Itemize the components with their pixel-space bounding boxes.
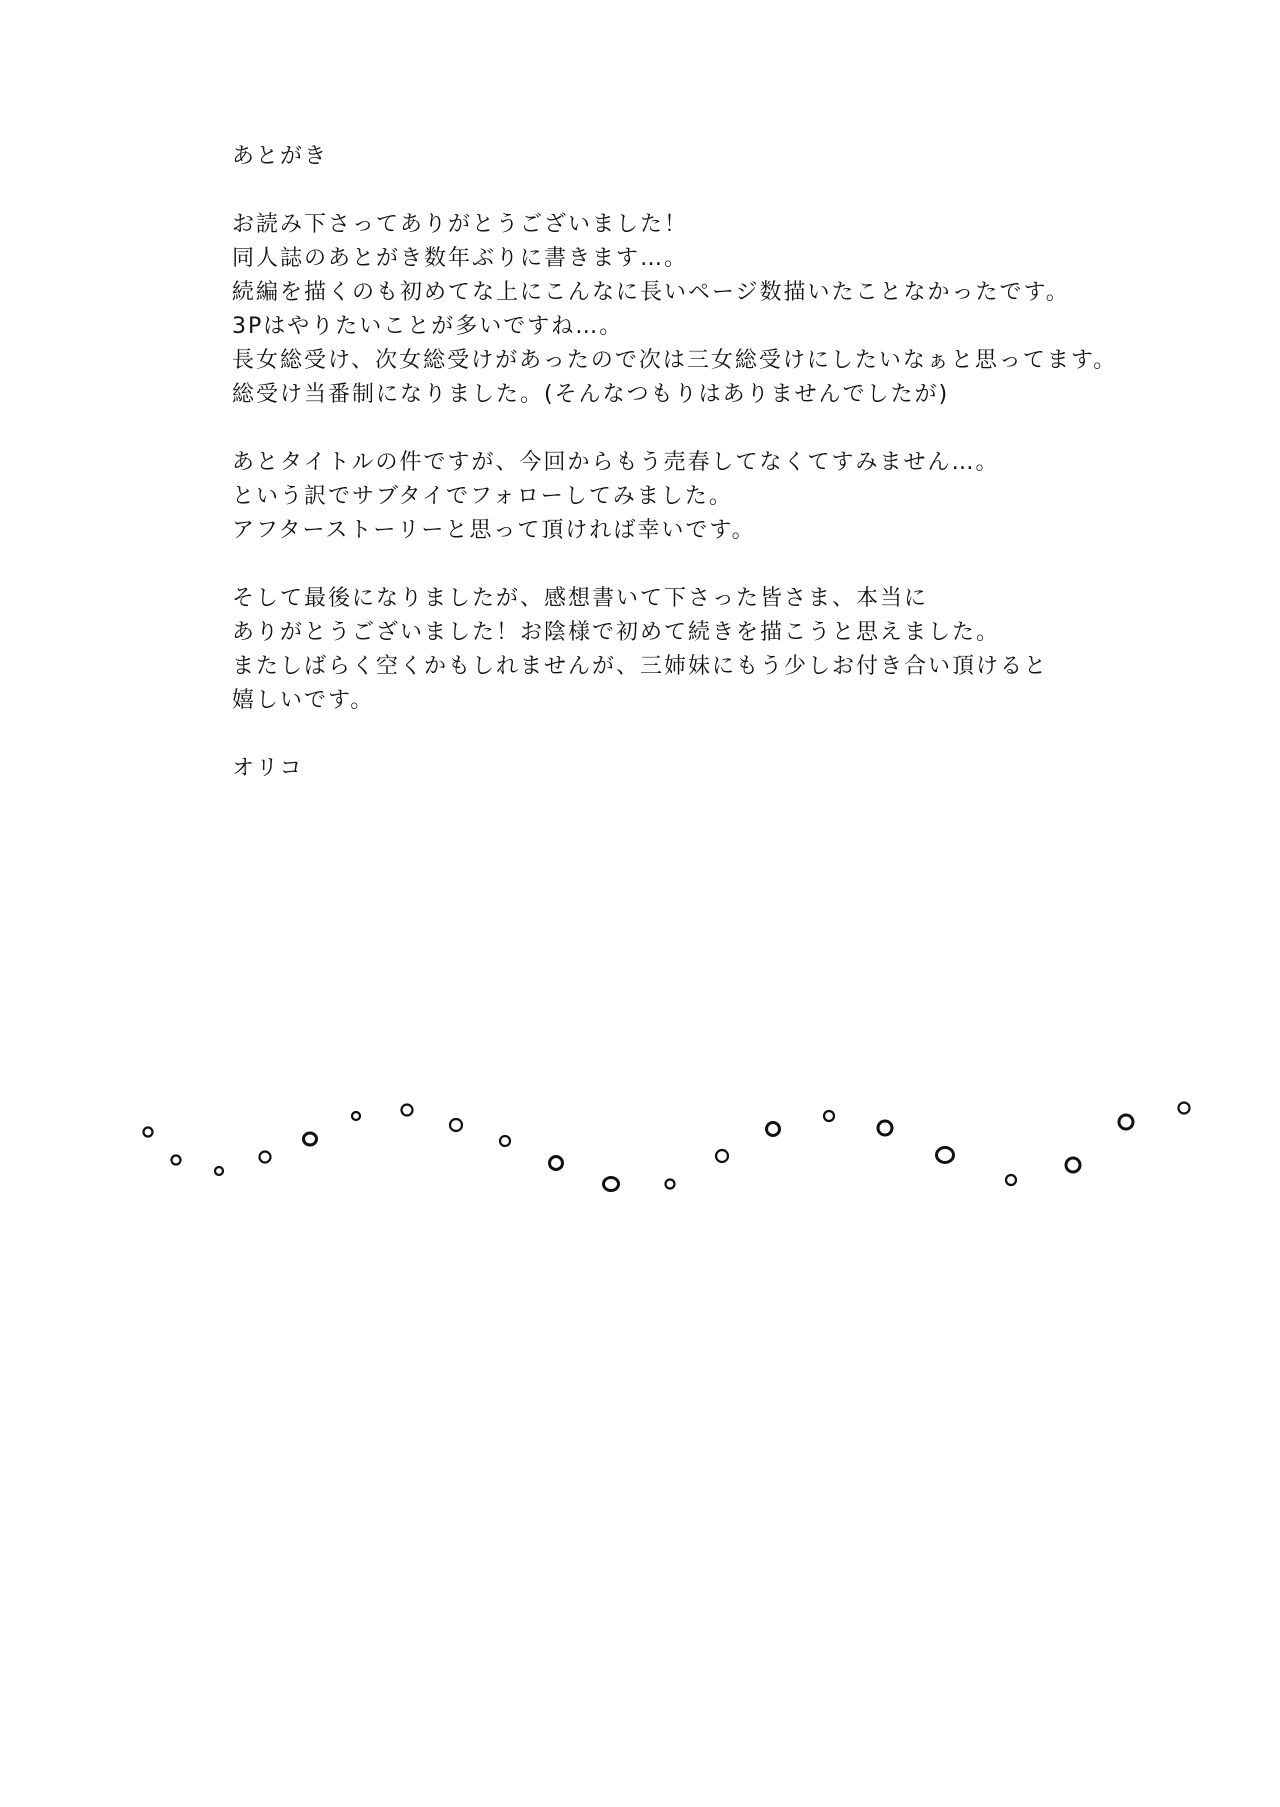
bubble [144,1128,153,1137]
bubble [1006,1175,1016,1185]
text-line: あとタイトルの件ですが、今回からもう売春してなくてすみません…。 [232,450,1000,475]
bubble [402,1105,413,1116]
bubble [260,1152,271,1163]
bubble [1066,1158,1080,1172]
bubble [824,1111,834,1121]
paragraph-thanks [232,208,1192,412]
text-line: お読み下さってありがとうございました！ [232,212,689,237]
bubble [767,1123,780,1136]
bubble [500,1136,510,1146]
bubble [550,1157,563,1170]
paragraph-title-note [232,446,1192,548]
text-line: ありがとうございました！お陰様で初めて続きを描こうと思えました。 [232,620,1001,645]
bubble [666,1180,675,1189]
afterword-text [232,140,1192,786]
text-line: アフターストーリーと思って頂ければ幸いです。 [232,518,756,543]
text-line: 嬉しいです。 [232,688,375,713]
text-line: そして最後になりましたが、感想書いて下さった皆さま、本当に [232,586,929,611]
afterword-title: あとがき [232,144,329,169]
bubble [1119,1115,1133,1129]
text-line: 3Pはやりたいことが多いですね…。 [232,314,624,339]
signature: オリコ [232,756,304,781]
bubble [1179,1103,1190,1114]
bubble [215,1167,223,1175]
paragraph-closing [232,582,1192,718]
text-line: 同人誌のあとがき数年ぶりに書きます…。 [232,246,689,271]
bubble [172,1156,181,1165]
bubble [352,1112,360,1120]
bubble [304,1133,317,1145]
bubble [937,1148,954,1163]
bubble [450,1119,462,1131]
bubble [604,1178,619,1191]
text-line: 長女総受け、次女総受けがあったので次は三女総受けにしたいなぁと思ってます。 [232,348,1118,373]
paragraph-gap [232,412,1192,446]
text-line: またしばらく空くかもしれませんが、三姉妹にもう少しお付き合い頂けると [232,654,1049,679]
text-line: という訳でサブタイでフォローしてみました。 [232,484,733,509]
text-line: 総受け当番制になりました。(そんなつもりはありませんでしたが) [232,382,950,407]
bubble [716,1150,728,1162]
text-line: 続編を描くのも初めてな上にこんなに長いページ数描いたことなかったです。 [232,280,1070,305]
paragraph-gap [232,548,1192,582]
bubble [878,1121,892,1135]
